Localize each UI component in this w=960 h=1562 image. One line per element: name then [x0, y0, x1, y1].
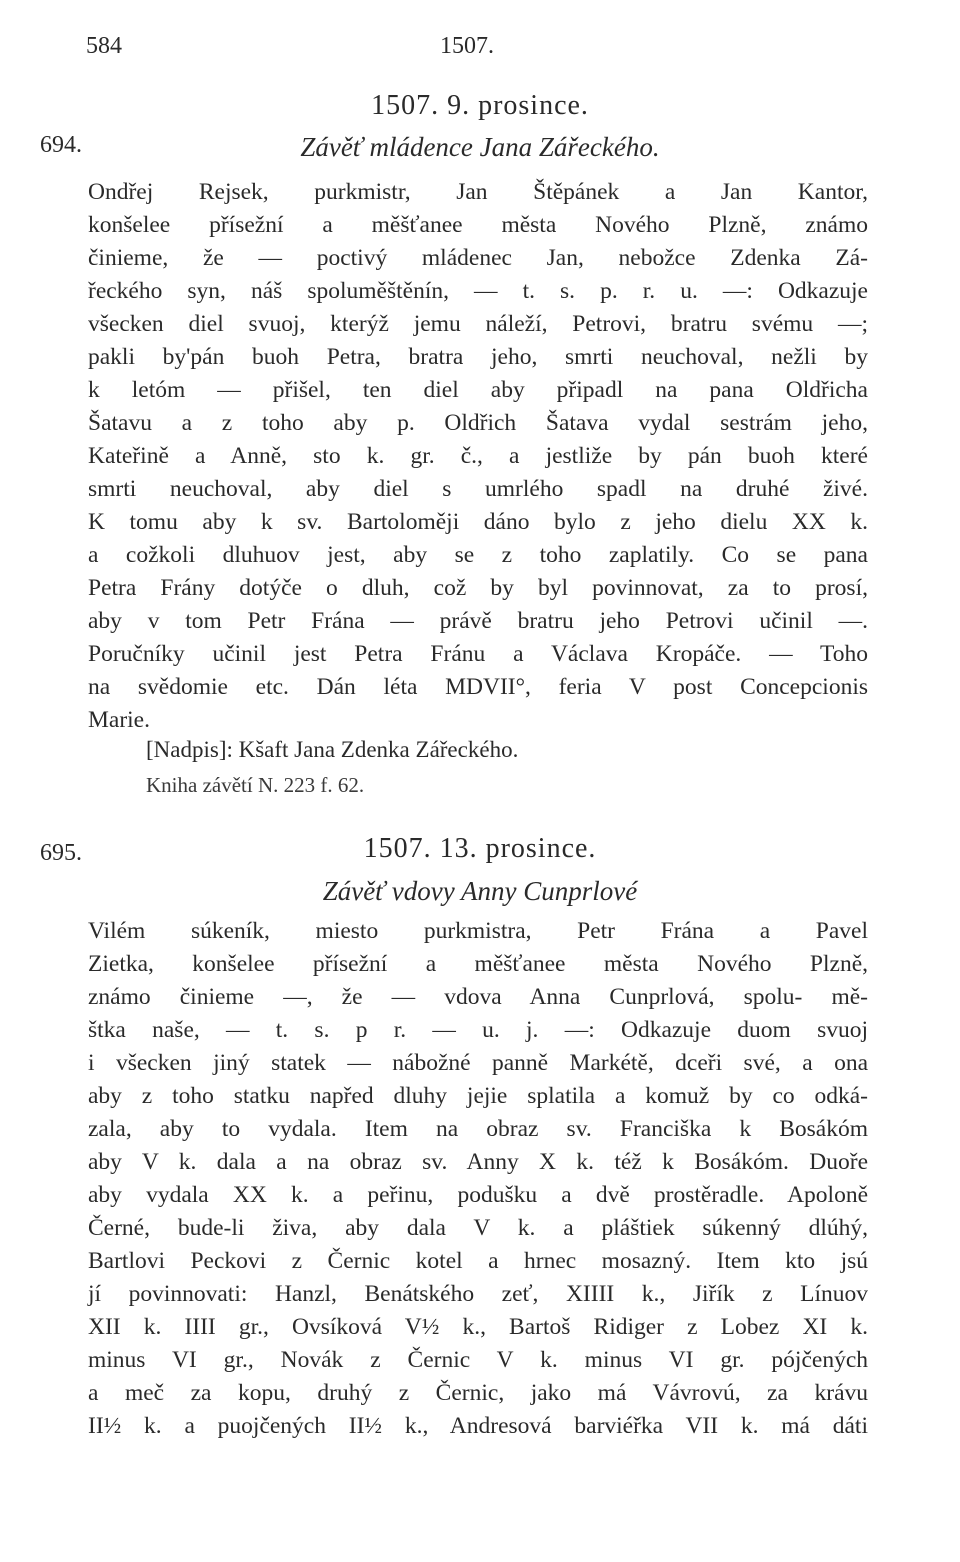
text-line: konšelee přísežní a měšťanee města Nového Plzně, známo	[88, 212, 868, 238]
text-line: aby z toho statku napřed dluhy jejie splatila a komuž by co odká-	[88, 1083, 868, 1109]
text-line: a cožkoli dluhuov jest, aby se z toho zaplatily. Co se pana	[88, 542, 868, 568]
text-line: aby V k. dala a na obraz sv. Anny X k. též k Bosákóm. Duoře	[88, 1149, 868, 1175]
text-line: Šatavu a z toho aby p. Oldřich Šatava vydal sestrám jeho,	[88, 410, 868, 436]
running-year: 1507.	[440, 33, 494, 59]
text-line: pakli by'pán buoh Petra, bratra jeho, smrti neuchoval, nežli by	[88, 344, 868, 370]
text-line: Ondřej Rejsek, purkmistr, Jan Štěpánek a Jan Kantor,	[88, 179, 868, 205]
source-ref-694: Kniha závětí N. 223 f. 62.	[146, 773, 365, 797]
text-line: aby v tom Petr Frána — právě bratru jeho Petrovi učinil —.	[88, 608, 868, 634]
text-line: Vilém súkeník, miesto purkmistra, Petr Frána a Pavel	[88, 918, 868, 944]
entry-date-694: 1507. 9. prosince.	[371, 90, 589, 121]
text-line: všecken diel svuoj, kterýž jemu náleží, Petrovi, bratru svému —;	[88, 311, 868, 337]
entry-title-694: Závěť mládence Jana Zářeckého.	[300, 132, 660, 162]
text-line: minus VI gr., Novák z Černic V k. minus VI gr. pójčených	[88, 1347, 868, 1373]
inscription-694: [Nadpis]: Kšaft Jana Zdenka Zářeckého.	[146, 737, 519, 762]
text-line: Bartlovi Peckovi z Černic kotel a hrnec mosazný. Item kto jsú	[88, 1248, 868, 1274]
text-line: řeckého syn, náš spoluměštěnín, — t. s. p. r. u. —: Odkazuje	[88, 278, 868, 304]
entry-date-695: 1507. 13. prosince.	[363, 833, 597, 864]
text-line: k letóm — přišel, ten diel aby připadl na pana Oldřicha	[88, 377, 868, 403]
text-line: smrti neuchoval, aby diel s umrlého spadl na druhé živé.	[88, 476, 868, 502]
text-line: Kateřině a Anně, sto k. gr. č., a jestliže by pán buoh které	[88, 443, 868, 469]
text-line: Černé, bude-li živa, aby dala V k. a pláštiek súkenný dlúhý,	[88, 1215, 868, 1241]
text-line: K tomu aby k sv. Bartoloměji dáno bylo z jeho dielu XX k.	[88, 509, 868, 535]
text-line: Marie.	[88, 707, 150, 733]
text-line: činieme, že — poctivý mládenec Jan, nebožce Zdenka Zá-	[88, 245, 868, 271]
text-line: jí povinnovati: Hanzl, Benátského zeť, XIIII k., Jiřík z Línuov	[88, 1281, 868, 1307]
text-line: štka naše, — t. s. p r. — u. j. —: Odkazuje duom svuoj	[88, 1017, 868, 1043]
entry-title-695: Závěť vdovy Anny Cunprlové	[322, 876, 638, 906]
page-number: 584	[86, 33, 122, 59]
text-line: XII k. IIII gr., Ovsíková V½ k., Bartoš Ridiger z Lobez XI k.	[88, 1314, 868, 1340]
text-line: zala, aby to vydala. Item na obraz sv. Franciška k Bosákóm	[88, 1116, 868, 1142]
entry-number-695: 695.	[40, 840, 82, 866]
text-line: a meč za kopu, druhý z Černic, jako má Vávrovú, za krávu	[88, 1380, 868, 1406]
text-line: i všecken jiný statek — nábožné panně Markétě, dceři své, a ona	[88, 1050, 868, 1076]
text-line: Zietka, konšelee přísežní a měšťanee města Nového Plzně,	[88, 951, 868, 977]
entry-body-695	[88, 915, 868, 1443]
text-line: Petra Frány dotýče o dluh, což by byl povinnovat, za to prosí,	[88, 575, 868, 601]
text-line: aby vydala XX k. a peřinu, podušku a dvě prostěradle. Apoloně	[88, 1182, 868, 1208]
text-line: Poručníky učinil jest Petra Fránu a Václava Kropáče. — Toho	[88, 641, 868, 667]
text-line: na svědomie etc. Dán léta MDVII°, feria V post Concepcionis	[88, 674, 868, 700]
entry-body-694	[88, 176, 868, 737]
text-line: známo činieme —, že — vdova Anna Cunprlová, spolu- mě-	[88, 984, 868, 1010]
entry-number-694: 694.	[40, 132, 82, 158]
text-line: II½ k. a puojčených II½ k., Andresová barviéřka VII k. má dáti	[88, 1413, 868, 1439]
